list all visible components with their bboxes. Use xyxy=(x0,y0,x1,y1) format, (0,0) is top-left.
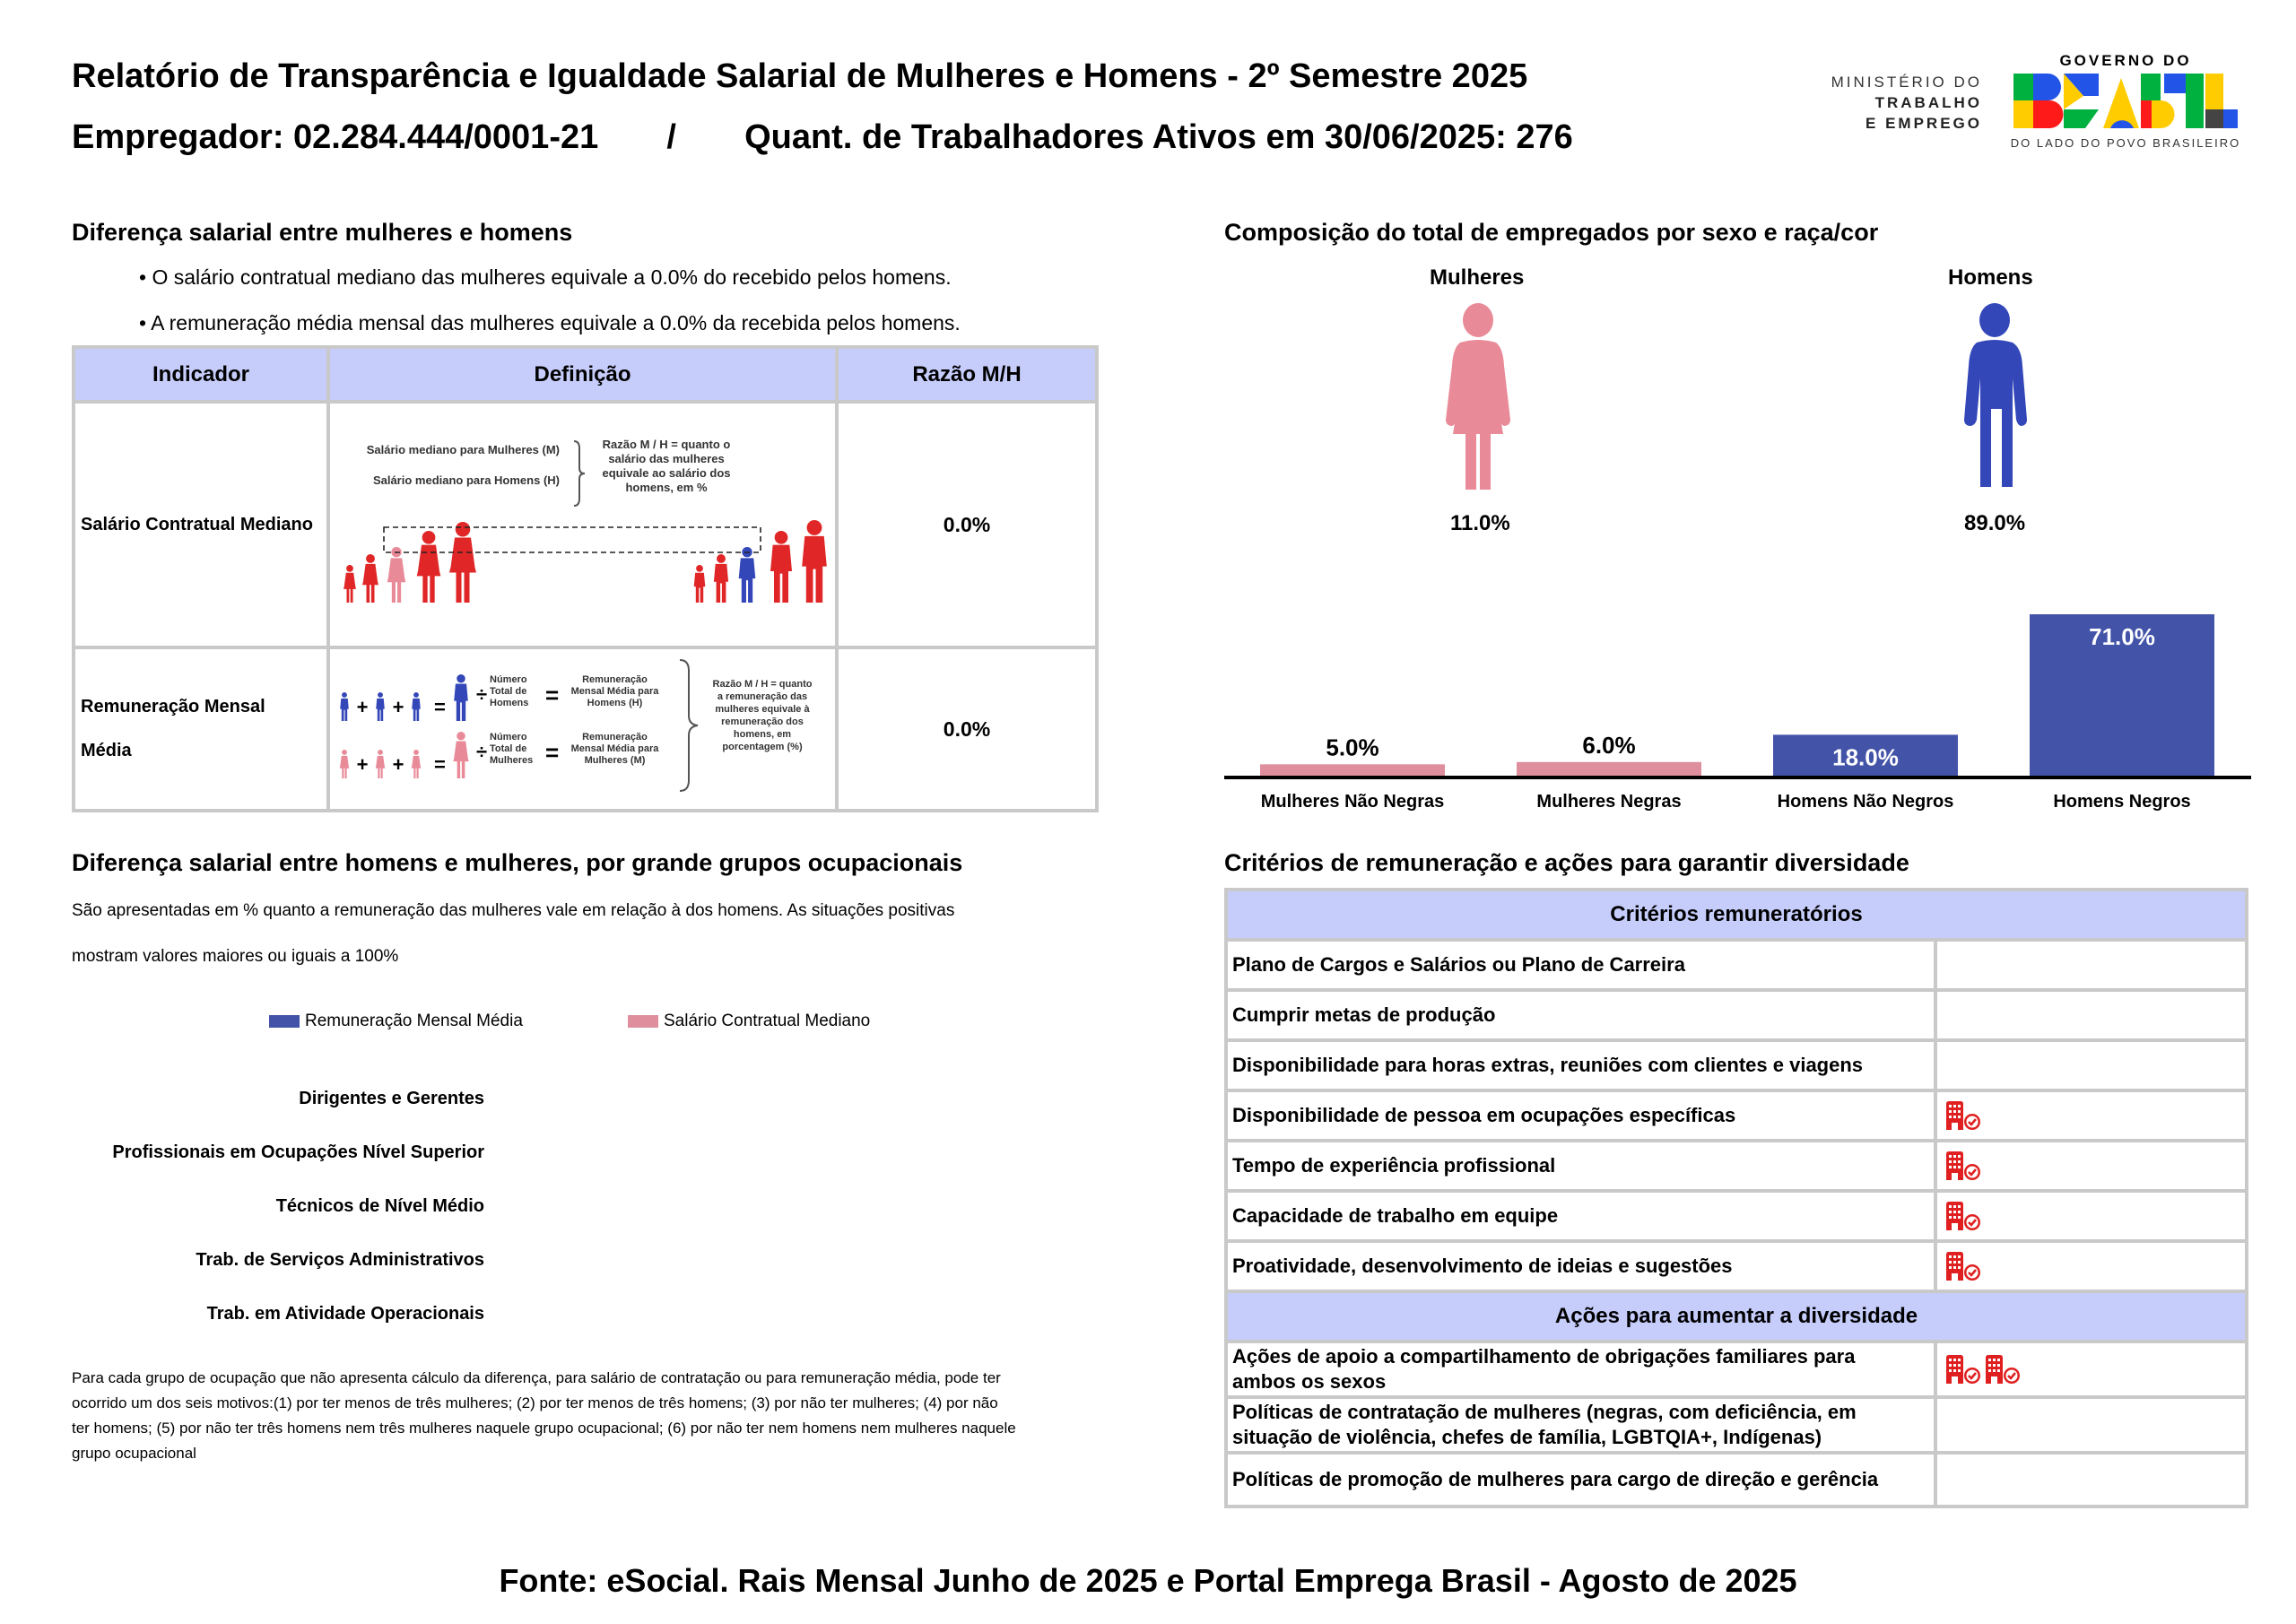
text-line: Mulheres (M) xyxy=(584,755,646,766)
header-indicator: Indicador xyxy=(74,347,328,402)
text-line: Mensal Média para xyxy=(570,686,659,697)
gov-logo-tagline: DO LADO DO POVO BRASILEIRO xyxy=(2010,136,2241,150)
company-check-icon xyxy=(1944,1354,1982,1385)
criteria-row xyxy=(1226,1342,2247,1397)
criteria-indicator-cell xyxy=(1935,1342,2247,1397)
criteria-label: Cumprir metas de produção xyxy=(1226,990,1935,1040)
explanation-line: Razão M / H = quanto o xyxy=(602,438,731,451)
legend-item-remuneration xyxy=(269,1012,523,1031)
equals-symbol: = xyxy=(545,682,560,708)
separator: / xyxy=(666,118,676,156)
explanation-line: homens, em % xyxy=(625,481,708,494)
table-row xyxy=(74,402,1097,647)
category-label: Homens Negros xyxy=(2053,792,2191,812)
median-people-illustration xyxy=(330,511,835,610)
man-figure-icon xyxy=(454,674,468,721)
text-line: a remuneração das xyxy=(717,691,808,702)
criteria-row xyxy=(1226,1397,2247,1453)
criteria-label: Disponibilidade para horas extras, reuniões com clientes e viagens xyxy=(1226,1040,1935,1090)
legend-label: Remuneração Mensal Média xyxy=(305,1012,523,1030)
ratio-mean-remuneration: 0.0% xyxy=(837,647,1097,811)
occupation-group: Trab. em Atividade Operacionais xyxy=(206,1304,484,1324)
bar-value-label: 18.0% xyxy=(1832,743,1899,771)
mean-people-illustration xyxy=(330,667,483,793)
footnote-line: ter homens; (5) por não ter três homens nem três mulheres naquele grupo ocupacional; (6) por não ter nem homens nem mulheres naquele xyxy=(72,1420,1016,1437)
criteria-label-line: ambos os sexos xyxy=(1232,1370,1387,1393)
woman-figure-icon xyxy=(387,547,406,603)
footnote-line: ocorrido um dos seis motivos:(1) por ter menos de três mulheres; (2) por ter menos de três homens; (3) por não ter mulheres; (4) por não xyxy=(72,1394,998,1411)
bar-mulheres-negras xyxy=(1517,762,1701,776)
men-percentage: 89.0% xyxy=(1964,511,2026,535)
median-explanation xyxy=(590,438,743,495)
text-line: Total de xyxy=(490,686,527,697)
active-workers: Quant. de Trabalhadores Ativos em 30/06/2025: 276 xyxy=(744,118,1573,156)
criteria-header: Critérios remuneratórios xyxy=(1226,890,2247,940)
occupational-desc-1: São apresentadas em % quanto a remuneração das mulheres vale em relação à dos homens. As situações positivas xyxy=(72,901,955,920)
criteria-row xyxy=(1226,940,2247,990)
salary-gap-title: Diferença salarial entre mulheres e homens xyxy=(72,219,573,246)
equals-symbol: = xyxy=(434,753,446,776)
median-m-label: Salário mediano para Mulheres (M) xyxy=(366,443,560,456)
text-line: Mensal Média para xyxy=(570,743,659,754)
man-figure-icon xyxy=(340,692,349,721)
rem-women xyxy=(568,732,662,767)
women-percentage: 11.0% xyxy=(1450,511,1510,535)
median-highlight-box xyxy=(384,527,761,552)
men-label: Homens xyxy=(1948,265,2033,290)
company-check-icon xyxy=(1944,1100,1982,1131)
text-line: homens, em xyxy=(733,729,792,740)
man-figure-icon xyxy=(1950,303,2039,491)
indicator-table-header xyxy=(74,347,1097,402)
text-line: porcentagem (%) xyxy=(722,742,803,752)
occupational-footnote xyxy=(72,1366,1016,1466)
criteria-label-line: Políticas de promoção de mulheres para cargo de direção e gerência xyxy=(1232,1468,1879,1490)
woman-figure-icon xyxy=(340,750,350,778)
gov-brasil-logo xyxy=(2009,52,2242,150)
text-line: Mulheres xyxy=(490,755,534,766)
bullet-mean-remuneration: • A remuneração média mensal das mulheres equivale a 0.0% da recebida pelos homens. xyxy=(139,311,961,334)
brace-icon xyxy=(678,658,700,793)
plus-symbol: + xyxy=(356,753,369,776)
brace-icon xyxy=(572,439,587,508)
num-total-women xyxy=(490,732,533,767)
criteria-title: Critérios de remuneração e ações para garantir diversidade xyxy=(1224,849,1909,876)
rem-men xyxy=(568,674,662,709)
definition-median-salary xyxy=(328,402,837,647)
criteria-row xyxy=(1226,1241,2247,1291)
criteria-indicator-cell xyxy=(1935,940,2247,990)
criteria-indicator-cell xyxy=(1935,990,2247,1040)
criteria-label-line: Ações de apoio a compartilhamento de obrigações familiares para xyxy=(1232,1345,1856,1368)
man-figure-icon xyxy=(412,692,421,721)
criteria-label xyxy=(1226,1397,1935,1453)
criteria-label: Plano de Cargos e Salários ou Plano de Carreira xyxy=(1226,940,1935,990)
text-line: Remuneração xyxy=(582,674,648,685)
text-line: Razão M / H = quanto xyxy=(712,679,813,690)
man-figure-icon xyxy=(376,692,385,721)
category-label: Mulheres Não Negras xyxy=(1260,792,1445,812)
text-line: Homens xyxy=(490,698,529,708)
plus-symbol: + xyxy=(392,696,404,718)
criteria-label: Tempo de experiência profissional xyxy=(1226,1141,1935,1191)
criteria-indicator-cell xyxy=(1935,1397,2247,1453)
criteria-label xyxy=(1226,1453,1935,1507)
company-check-icon xyxy=(1944,1251,1982,1281)
occupation-group: Profissionais em Ocupações Nível Superior xyxy=(112,1142,484,1162)
occupation-group: Trab. de Serviços Administrativos xyxy=(196,1250,484,1270)
legend-label: Salário Contratual Mediano xyxy=(664,1012,871,1030)
num-total-men xyxy=(490,674,528,709)
definition-mean-remuneration xyxy=(328,647,837,811)
occupational-title: Diferença salarial entre homens e mulheres, por grande grupos ocupacionais xyxy=(72,849,963,876)
bar-value-label: 5.0% xyxy=(1326,734,1379,761)
gov-logo-top: GOVERNO DO xyxy=(2059,52,2192,69)
criteria-table xyxy=(1224,888,2248,1508)
text-line: Total de xyxy=(490,743,527,754)
criteria-label-line: situação de violência, chefes de família, LGBTQIA+, Indígenas) xyxy=(1232,1426,1822,1448)
criteria-label-line: Políticas de contratação de mulheres (negras, com deficiência, em xyxy=(1232,1401,1857,1423)
man-figure-icon xyxy=(739,547,756,603)
indicator-table xyxy=(72,345,1099,812)
footnote-line: grupo ocupacional xyxy=(72,1445,196,1462)
criteria-section-header xyxy=(1226,890,2247,940)
explanation-line: salário das mulheres xyxy=(608,452,725,465)
divide-symbol: ÷ xyxy=(476,741,488,763)
woman-figure-icon xyxy=(344,565,356,603)
man-figure-icon xyxy=(714,554,728,603)
divide-symbol: ÷ xyxy=(476,683,488,706)
criteria-label: Disponibilidade de pessoa em ocupações específicas xyxy=(1226,1090,1935,1141)
employer-id: Empregador: 02.284.444/0001-21 xyxy=(72,118,599,156)
ministry-line-3: E EMPREGO xyxy=(1866,115,1982,132)
criteria-indicator-cell xyxy=(1935,1191,2247,1241)
plus-symbol: + xyxy=(392,753,404,776)
text-line: remuneração dos xyxy=(721,716,804,727)
company-check-icon xyxy=(1944,1201,1982,1231)
criteria-indicator-cell xyxy=(1935,1141,2247,1191)
bar-value-label: 71.0% xyxy=(2089,623,2155,650)
header-definition: Definição xyxy=(328,347,837,402)
company-check-icon xyxy=(1984,1354,2022,1385)
criteria-label: Capacidade de trabalho em equipe xyxy=(1226,1191,1935,1241)
category-label: Homens Não Negros xyxy=(1777,792,1954,812)
bullet-median-salary: • O salário contratual mediano das mulheres equivale a 0.0% do recebido pelos homens. xyxy=(139,265,952,289)
text-line: Homens (H) xyxy=(587,698,643,708)
criteria-indicator-cell xyxy=(1935,1040,2247,1090)
indicator-median-salary: Salário Contratual Mediano xyxy=(74,402,328,647)
header-ratio: Razão M/H xyxy=(837,347,1097,402)
ministry-line-2: TRABALHO xyxy=(1874,94,1982,111)
criteria-row xyxy=(1226,1191,2247,1241)
criteria-row xyxy=(1226,1453,2247,1507)
explanation-line: equivale ao salário dos xyxy=(602,466,731,480)
indicator-line-2: Média xyxy=(81,741,132,760)
ministry-line-1: MINISTÉRIO DO xyxy=(1831,74,1982,91)
woman-figure-icon xyxy=(376,750,386,778)
man-figure-icon xyxy=(770,531,792,603)
bar-value-label: 6.0% xyxy=(1582,731,1636,759)
legend-item-salary xyxy=(628,1012,870,1031)
occupation-group: Dirigentes e Gerentes xyxy=(299,1089,484,1108)
criteria-indicator-cell xyxy=(1935,1453,2247,1507)
woman-figure-icon xyxy=(1433,303,1523,491)
diversity-section-header xyxy=(1226,1291,2247,1342)
woman-figure-icon xyxy=(453,732,468,778)
criteria-row xyxy=(1226,1141,2247,1191)
woman-figure-icon xyxy=(449,522,476,603)
occupational-desc-2: mostram valores maiores ou iguais a 100% xyxy=(72,947,399,966)
footnote-line: Para cada grupo de ocupação que não apresenta cálculo da diferença, para salário de contratação ou para remuneração média, pode ter xyxy=(72,1369,1001,1386)
company-check-icon xyxy=(1944,1151,1982,1181)
occupation-group: Técnicos de Nível Médio xyxy=(275,1196,484,1216)
legend-swatch-pink xyxy=(628,1015,658,1028)
women-label: Mulheres xyxy=(1430,265,1525,290)
ministry-logo xyxy=(1821,72,1982,134)
category-label: Mulheres Negras xyxy=(1536,792,1682,812)
table-row xyxy=(74,647,1097,811)
woman-figure-icon xyxy=(362,554,378,603)
text-line: mulheres equivale à xyxy=(715,704,810,715)
legend-swatch-blue xyxy=(269,1015,300,1028)
criteria-indicator-cell xyxy=(1935,1090,2247,1141)
equals-symbol: = xyxy=(434,696,446,718)
indicator-line-1: Remuneração Mensal xyxy=(81,697,265,716)
report-title: Relatório de Transparência e Igualdade Salarial de Mulheres e Homens - 2º Semestre 2025 xyxy=(72,57,1528,95)
equals-symbol: = xyxy=(545,739,560,766)
criteria-label xyxy=(1226,1342,1935,1397)
bar-mulheres-n-o-negras xyxy=(1260,764,1445,776)
woman-figure-icon xyxy=(417,531,441,603)
source-footer: Fonte: eSocial. Rais Mensal Junho de 2025 e Portal Emprega Brasil - Agosto de 2025 xyxy=(499,1562,1797,1599)
text-line: Número xyxy=(490,674,527,685)
criteria-indicator-cell xyxy=(1935,1241,2247,1291)
plus-symbol: + xyxy=(356,696,369,718)
criteria-row xyxy=(1226,1090,2247,1141)
indicator-mean-remuneration xyxy=(74,647,328,811)
diversity-header: Ações para aumentar a diversidade xyxy=(1226,1291,2247,1342)
criteria-label: Proatividade, desenvolvimento de ideias e sugestões xyxy=(1226,1241,1935,1291)
woman-figure-icon xyxy=(412,750,422,778)
man-figure-icon xyxy=(802,520,827,603)
criteria-row xyxy=(1226,1040,2247,1090)
brasil-wordmark-icon xyxy=(2013,74,2238,129)
text-line: Número xyxy=(490,732,527,743)
median-h-label: Salário mediano para Homens (H) xyxy=(372,473,560,487)
composition-title: Composição do total de empregados por sexo e raça/cor xyxy=(1224,219,1879,246)
employer-line xyxy=(72,118,1573,157)
mean-explanation xyxy=(700,678,825,753)
race-composition-chart xyxy=(1220,592,2260,816)
man-figure-icon xyxy=(694,565,706,603)
text-line: Remuneração xyxy=(582,732,648,743)
ratio-median-salary: 0.0% xyxy=(837,402,1097,647)
criteria-row xyxy=(1226,990,2247,1040)
